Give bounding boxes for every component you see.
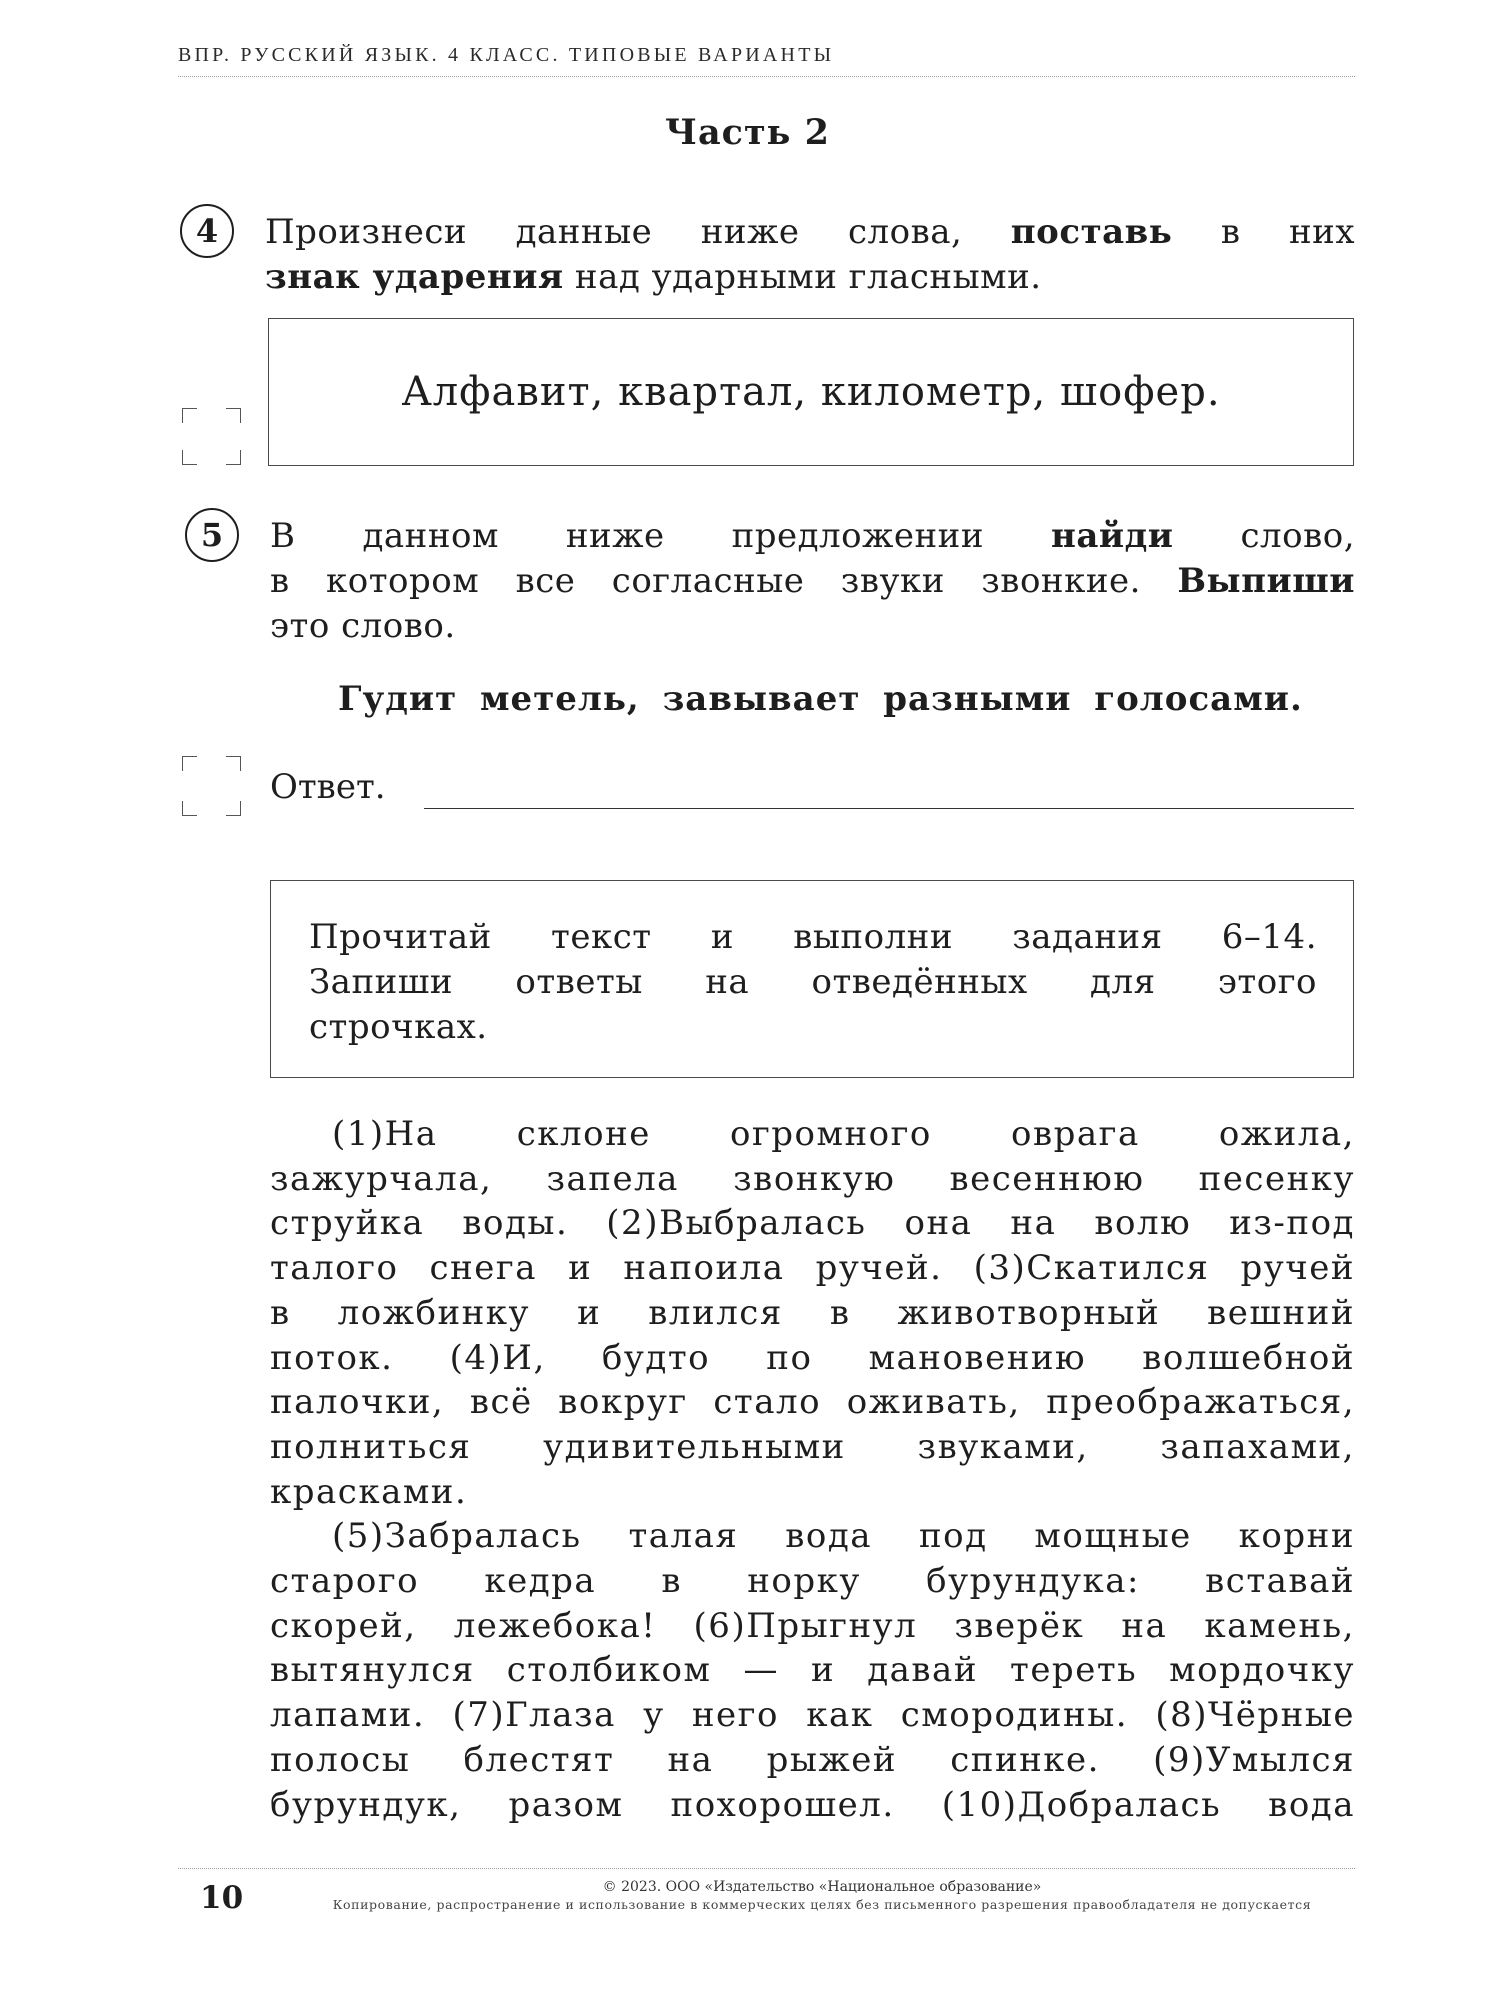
- task-4-text: в них: [1172, 212, 1355, 252]
- answer-line[interactable]: [424, 808, 1354, 809]
- task-5-bold-verb: Выпиши: [1177, 561, 1355, 601]
- passage-line: полниться удивительными звуками, запахами,: [270, 1426, 1355, 1467]
- task-5-number: 5: [185, 508, 239, 562]
- task-4-number: 4: [180, 204, 234, 258]
- task-4-text: Произнеси данные ниже слова,: [265, 212, 1011, 252]
- score-box-corner: [226, 450, 241, 465]
- passage-line: (5)Забралась талая вода под мощные корни: [332, 1516, 1355, 1557]
- instruction-line: Прочитай текст и выполни задания 6–14.: [309, 917, 1317, 957]
- passage-line: (1)На склоне огромного оврага ожила,: [332, 1114, 1355, 1154]
- header-divider: [178, 76, 1355, 77]
- task-4-text: над ударными гласными.: [563, 257, 1042, 297]
- passage-line: поток. (4)И, будто по мановению волшебной: [270, 1337, 1355, 1378]
- task-4-bold-phrase: знак ударения: [265, 257, 564, 297]
- task-5-instruction: [270, 514, 1355, 649]
- instruction-line: Запиши ответы на отведённых для этого: [309, 962, 1317, 1002]
- running-header: ВПР. РУССКИЙ ЯЗЫК. 4 КЛАСС. ТИПОВЫЕ ВАРИАНТЫ: [178, 44, 835, 66]
- page-number: 10: [200, 1880, 244, 1916]
- instruction-line: строчках.: [309, 1007, 488, 1047]
- answer-label: Ответ.: [270, 767, 386, 807]
- part-title: Часть 2: [665, 112, 830, 153]
- passage-line: старого кедра в норку бурундука: вставай: [270, 1561, 1355, 1602]
- task-5-text: это слово.: [270, 606, 456, 646]
- task-5-text: В данном ниже предложении: [270, 516, 1051, 556]
- passage-line: палочки, всё вокруг стало оживать, преображаться,: [270, 1382, 1355, 1423]
- task-5-sentence: Гудит метель, завывает разными голосами.: [338, 679, 1303, 719]
- task-5-text: в котором все согласные звуки звонкие.: [270, 561, 1178, 601]
- passage-line: полосы блестят на рыжей спинке. (9)Умылся: [270, 1739, 1355, 1780]
- task-4-instruction: [265, 210, 1355, 300]
- score-box-corner: [226, 756, 241, 771]
- passage-line: в ложбинку и влился в животворный вешний: [270, 1292, 1355, 1333]
- passage-line: вытянулся столбиком — и давай тереть мордочку: [270, 1650, 1355, 1691]
- score-box-corner: [182, 450, 197, 465]
- task-4-words-box[interactable]: [268, 318, 1354, 466]
- score-box-corner: [182, 801, 197, 816]
- passage-line: талого снега и напоила ручей. (3)Скатился ручей: [270, 1248, 1355, 1289]
- task-4-words: Алфавит, квартал, километр, шофер.: [401, 369, 1221, 415]
- reading-passage: [270, 1112, 1355, 1827]
- passage-line: зажурчала, запела звонкую весеннюю песенку: [270, 1158, 1355, 1199]
- score-box-corner: [182, 756, 197, 771]
- score-box-corner: [226, 801, 241, 816]
- task-5-bold-verb: найди: [1050, 516, 1174, 556]
- score-box-corner: [182, 408, 197, 423]
- legal-notice: Копирование, распространение и использование в коммерческих целях без письменного разрешения правообладателя не допускается: [332, 1897, 1312, 1912]
- score-box-corner: [226, 408, 241, 423]
- passage-line: скорей, лежебока! (6)Прыгнул зверёк на камень,: [270, 1605, 1355, 1646]
- passage-line: лапами. (7)Глаза у него как смородины. (8)Чёрные: [270, 1695, 1355, 1736]
- task-4-bold-verb: поставь: [1010, 212, 1173, 252]
- task-5-text: слово,: [1173, 516, 1356, 556]
- footer-divider: [178, 1868, 1355, 1869]
- passage-line: красками.: [270, 1471, 468, 1512]
- passage-line: бурундук, разом похорошел. (10)Добралась вода: [270, 1784, 1355, 1825]
- passage-line: струйка воды. (2)Выбралась она на волю из-под: [270, 1203, 1355, 1244]
- reading-instruction-box: [270, 880, 1354, 1078]
- copyright-notice: © 2023. ООО «Издательство «Национальное образование»: [602, 1879, 1042, 1895]
